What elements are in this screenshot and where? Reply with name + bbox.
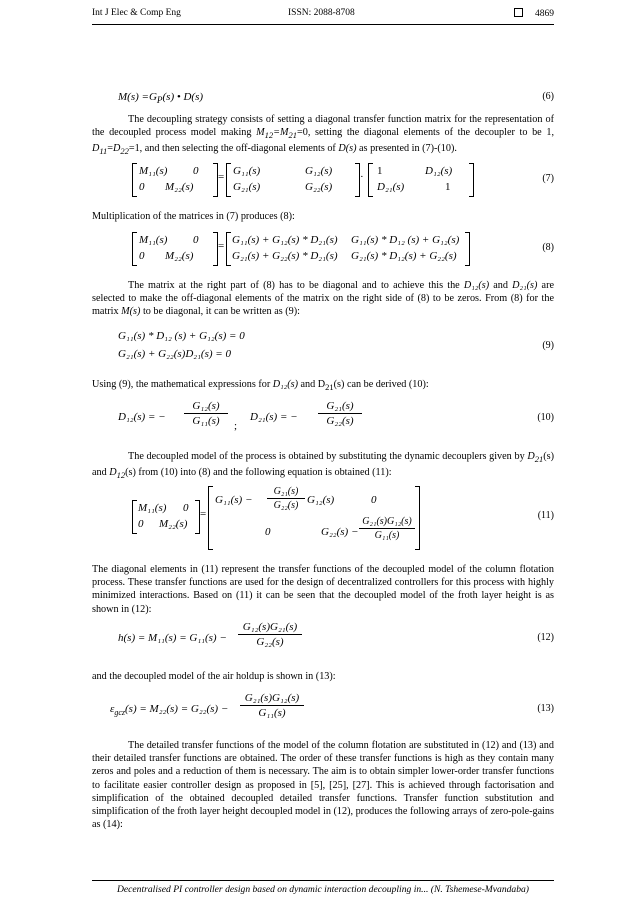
eq10-fraction-2: [318, 400, 362, 427]
p5-d12: D: [109, 467, 117, 479]
eq8-r-d: G₂₁(s) * D₁₂(s) + G₂₂(s): [351, 250, 457, 262]
paragraph-decoupling-strategy: The decoupling strategy consists of setting a diagonal transfer function matrix for the representation of the decoupled process model making $M_{12}=M_{21}=0$, setting the diagonal elements of the decoupler to be 1, $D_{11}=D_{22}=1$, and then selecting the off-diagonal elements of D(s) as presented in (7)-(10).: [92, 114, 554, 157]
eq7-number: (7): [542, 173, 554, 184]
eq7-g-c: G₂₁(s): [233, 181, 261, 193]
eq13-epsilon: ε: [110, 703, 115, 715]
p4-text-b: and D: [297, 379, 326, 390]
paragraph-using-9: [92, 378, 554, 394]
p1-text-a: The decoupling strategy consists of setting a diagonal transfer function matrix for the representation of the decoupled process model making: [92, 114, 554, 139]
equation-7: [92, 163, 554, 199]
p4-text-c: (s) can be derived (10):: [333, 379, 429, 390]
eq13-den: G₁₁(s): [258, 707, 286, 719]
p1-text-b: =0, setting the diagonal elements of the decoupler to be 1,: [296, 127, 554, 139]
p4-sub: 21: [325, 382, 334, 393]
eq10-den-2: G₂₂(s): [326, 415, 354, 427]
eq9-line-1: G₁₁(s) * D₁₂ (s) + G₁₂(s) = 0: [118, 330, 245, 342]
equation-9: [92, 330, 554, 366]
p3-text-d: to be diagonal, it can be written as (9):: [140, 306, 300, 318]
footer-rule: [92, 880, 554, 881]
eq7-m-c: 0: [139, 181, 145, 193]
paragraph-diagonal-elements: The diagonal elements in (11) represent the transfer functions of the decoupled model of the column flotation process. These transfer functions are used for the design of decentralized controllers for this process with highly minimized interactions. Based on (11) it can be seen that the decoupled model of the froth layer height is as shown in (12):: [92, 564, 554, 615]
eq8-m-c: 0: [139, 250, 145, 262]
p3-text-a: The matrix at the right part of (8) has to be diagonal and to achieve this the: [128, 280, 464, 291]
eq10-num-2: G₂₁(s): [326, 400, 354, 412]
eq7-matrix-g: [226, 163, 360, 197]
eq6-sub: P: [156, 95, 163, 106]
eq11-number: (11): [537, 510, 554, 521]
eq10-den-1: G₁₁(s): [192, 415, 220, 427]
eq10-separator: ;: [234, 420, 238, 432]
p1-m21-sub: 21: [288, 130, 297, 141]
equation-8: [92, 232, 554, 268]
eq9-number: (9): [542, 340, 554, 351]
eq11-matrix-r: [208, 486, 420, 550]
eq11-a-fraction: [267, 486, 305, 511]
eq7-m-a: M₁₁(s): [139, 165, 168, 177]
eq13-num: G₂₁(s)G₁₂(s): [244, 692, 300, 704]
eq11-d-den: G₁₁(s): [374, 530, 400, 541]
page-number-block: [514, 8, 554, 19]
p5-d12-sub: 12: [116, 470, 126, 481]
eq7-g-a: G₁₁(s): [233, 165, 261, 177]
p5-text-a: The decoupled model of the process is obtained by substituting the dynamic decouplers given by: [128, 451, 528, 462]
eq8-m-b: 0: [193, 234, 199, 246]
p3-d21: D₂₁(s): [512, 280, 538, 291]
running-footer: Decentralised PI controller design based on dynamic interaction decoupling in... (N. Tshemese-Mvandaba): [116, 884, 529, 895]
p1-text-d: as presented in (7)-(10).: [356, 143, 457, 155]
p3-ms: M(s): [121, 306, 141, 318]
p1-m12: M: [256, 127, 265, 139]
eq7-equals: =: [218, 171, 225, 183]
eq12-number: (12): [537, 632, 554, 643]
p1-m21: M: [279, 127, 289, 139]
issn: ISSN: 2088-8708: [288, 8, 355, 18]
eq7-d-b: D₁₂(s): [425, 165, 453, 177]
eq10-lhs-2: D₂₁(s) = −: [250, 411, 298, 423]
eq7-g-d: G₂₂(s): [305, 181, 333, 193]
header-rule: [92, 24, 554, 25]
eq11-m-a: M₁₁(s): [138, 502, 167, 514]
running-header: [92, 8, 554, 22]
eq11-m-d: M₂₂(s): [159, 518, 188, 530]
eq13-number: (13): [537, 703, 554, 714]
eq12-lhs: h(s) = M₁₁(s) = G₁₁(s) −: [118, 632, 227, 644]
p1-d22-sub: 22: [120, 146, 129, 157]
eq13-rest: (s) = M₂₂(s) = G₂₂(s) −: [125, 703, 229, 715]
paragraph-air-holdup: and the decoupled model of the air holdup is shown in (13):: [92, 671, 336, 682]
journal-name: Int J Elec & Comp Eng: [92, 8, 181, 18]
eq11-matrix-m: [132, 500, 200, 534]
eq7-dot: ·: [360, 171, 364, 183]
p5-d21-sub: 21: [534, 454, 544, 465]
eq10-fraction-1: [184, 400, 228, 427]
p3-text-c: are selected to make the off-diagonal elements of the matrix on the right side of (8) to be zeros. From (8) for the matrix: [92, 280, 554, 318]
paragraph-diagonal-requirement: [92, 279, 554, 319]
eq10-number: (10): [537, 412, 554, 423]
eq12-num: G₁₂(s)G₂₁(s): [242, 621, 298, 633]
eq11-a-den: G₂₂(s): [273, 500, 299, 511]
eq8-matrix-r: [226, 232, 470, 266]
p3-text-b: and: [489, 280, 513, 291]
eq7-m-b: 0: [193, 165, 199, 177]
checkbox-icon: [514, 8, 523, 17]
eq6-rhs: =G: [141, 91, 157, 103]
p1-d11-sub: 11: [99, 146, 108, 157]
eq8-m-d: M₂₂(s): [165, 250, 194, 262]
equation-11: [92, 486, 554, 552]
eq10-lhs-1: D₁₂(s) = −: [118, 411, 166, 423]
eq11-a-post: G₁₂(s): [307, 494, 335, 506]
equation-12: [92, 621, 554, 659]
p1-d11: D: [92, 143, 100, 155]
eq13-fraction: [240, 692, 304, 719]
p5-d21: D: [527, 451, 535, 462]
eq9-line-2: G₂₁(s) + G₂₂(s)D₂₁(s) = 0: [118, 348, 231, 360]
page-number: 4869: [535, 9, 554, 19]
eq6-tail: (s) • D(s): [162, 91, 204, 103]
eq10-num-1: G₁₂(s): [192, 400, 220, 412]
eq12-den: G₂₂(s): [256, 636, 284, 648]
eq7-d-a: 1: [377, 165, 383, 177]
eq8-r-c: G₂₁(s) + G₂₂(s) * D₂₁(s): [232, 250, 338, 262]
eq13-sub: gcz: [114, 708, 126, 718]
paragraph-decoupled-model: [92, 450, 554, 482]
eq7-g-b: G₁₂(s): [305, 165, 333, 177]
p1-d22: D: [112, 143, 121, 155]
eq7-matrix-m: [132, 163, 218, 197]
eq8-r-b: G₁₁(s) * D₁₂ (s) + G₁₂(s): [351, 234, 460, 246]
eq7-matrix-d: [368, 163, 474, 197]
eq11-c: 0: [265, 526, 271, 538]
eq7-d-c: D₂₁(s): [377, 181, 405, 193]
eq12-fraction: [238, 621, 302, 648]
eq11-equals: =: [200, 508, 207, 520]
eq11-d-num: G₂₁(s)G₁₂(s): [362, 516, 412, 527]
p1-m12-sub: 12: [264, 130, 274, 141]
p4-text-a: Using (9), the mathematical expressions for: [92, 379, 273, 390]
eq8-number: (8): [542, 242, 554, 253]
eq11-d-pre: G₂₂(s) −: [321, 526, 359, 538]
paragraph-detailed-transfer: The detailed transfer functions of the model of the column flotation are substituted in (12) and (13) and their detailed transfer functions are obtained. The order of these transfer functions is high as they contain many zeros and poles and a reduction of them is necessary. The aim is to obtain simpler lower-order transfer functions to facilitate easier controller design as proposed in [5], [25], [27]. This is achieved through factorisation and simplification of the obtained decoupled detailed transfer functions. Transfer function substitution and simplification of the froth layer height decoupled model in (12), produces the following arrays of zero-pole-gains as (14):: [92, 740, 554, 831]
p4-d12: D₁₂(s): [272, 379, 298, 390]
eq8-equals: =: [218, 240, 225, 252]
eq11-a-pre: G₁₁(s) −: [215, 494, 253, 506]
equation-13: [92, 692, 554, 730]
eq11-d-fraction: [359, 516, 415, 541]
equation-10: [92, 400, 554, 438]
eq7-m-d: M₂₂(s): [165, 181, 194, 193]
equation-6: [92, 91, 554, 107]
p3-d12: D₁₂(s): [463, 280, 490, 291]
p1-text-c: =1, and then selecting the off-diagonal elements of: [128, 143, 339, 155]
eq6-lhs: M(s): [118, 91, 139, 103]
eq8-r-a: G₁₁(s) + G₁₂(s) * D₂₁(s): [232, 234, 338, 246]
paragraph-multiplication: Multiplication of the matrices in (7) produces (8):: [92, 211, 295, 222]
eq11-m-c: 0: [138, 518, 144, 530]
p5-text-b: (s) and: [92, 451, 554, 479]
eq11-m-b: 0: [183, 502, 189, 514]
eq11-a-num: G₂₁(s): [273, 486, 299, 497]
eq8-m-a: M₁₁(s): [139, 234, 168, 246]
eq7-d-d: 1: [445, 181, 451, 193]
p1-eq-sign: =: [273, 127, 280, 139]
eq6-number: (6): [542, 91, 554, 102]
p5-text-c: (s) from (10) into (8) and the following equation is obtained (11):: [125, 467, 392, 479]
eq8-matrix-m: [132, 232, 218, 266]
p1-ds: D(s): [338, 143, 357, 155]
eq11-b: 0: [371, 494, 377, 506]
